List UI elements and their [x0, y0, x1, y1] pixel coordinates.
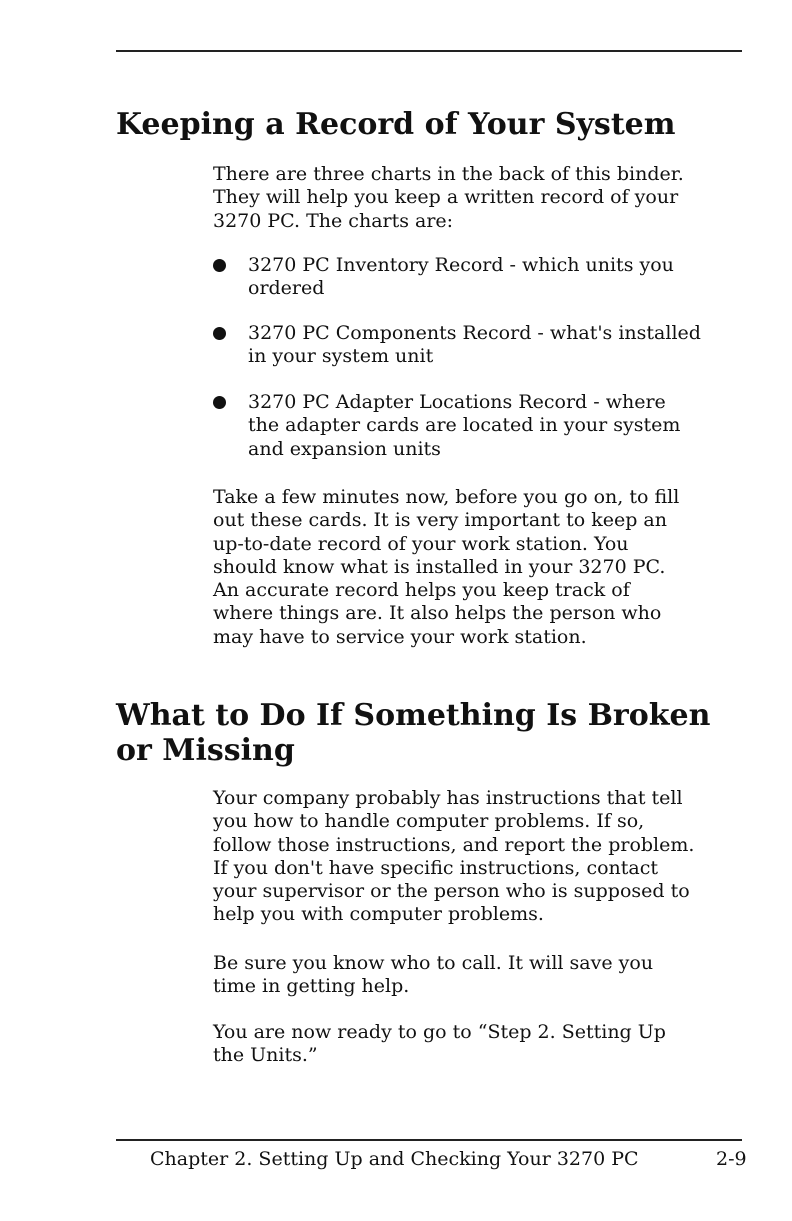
bullet-icon: [213, 259, 226, 272]
footer-chapter-title: Chapter 2. Setting Up and Checking Your 3270 PC: [150, 1148, 639, 1170]
bullet-icon: [213, 327, 226, 340]
top-rule: [116, 50, 742, 52]
next-step-paragraph: You are now ready to go to “Step 2. Setting Up the Units.”: [213, 1021, 666, 1067]
closing-paragraph: Take a few minutes now, before you go on, to fill out these cards. It is very important to keep an up-to-date record of your work station. You should know what is installed in your 3270 PC. An accurate record helps you keep track of where things are. It also helps the person who may have to service your work station.: [213, 486, 680, 648]
section-heading-keeping-record: Keeping a Record of Your System: [116, 107, 676, 142]
call-paragraph: Be sure you know who to call. It will save you time in getting help.: [213, 952, 654, 998]
bottom-rule: [116, 1139, 742, 1141]
bullet-icon: [213, 396, 226, 409]
instructions-paragraph: Your company probably has instructions that tell you how to handle computer problems. If so, follow those instructions, and report the problem. If you don't have specific instructions, contact your supervisor or the person who is supposed to help you with computer problems.: [213, 787, 695, 926]
section-heading-broken-missing: What to Do If Something Is Broken or Missing: [116, 698, 711, 768]
page-number: 2-9: [716, 1148, 747, 1170]
list-item-text: 3270 PC Adapter Locations Record - where the adapter cards are located in your system and expansion units: [248, 391, 681, 460]
list-item-text: 3270 PC Inventory Record - which units you ordered: [248, 254, 674, 300]
intro-paragraph: There are three charts in the back of this binder. They will help you keep a written record of your 3270 PC. The charts are:: [213, 163, 684, 232]
list-item-text: 3270 PC Components Record - what's installed in your system unit: [248, 322, 701, 368]
